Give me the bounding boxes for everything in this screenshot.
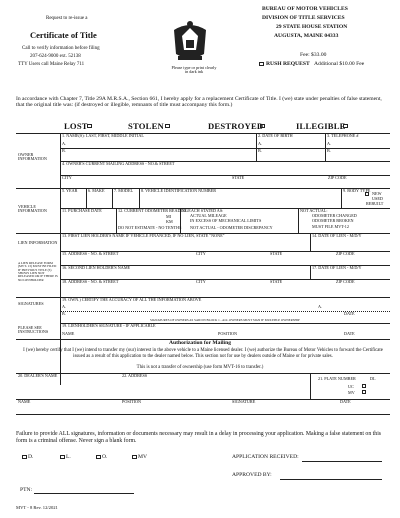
second-lien-address-label: 18. ADDRESS - NO. & STREET [62,279,119,284]
l-checkbox[interactable] [60,455,65,459]
excess-label: IN EXCESS OF MECHANICAL LIMITS [190,218,262,223]
dealer-agent-position-label: POSITION [122,399,142,404]
dealer-name-label: 20. DEALER'S NAME [18,373,58,378]
purchase-date-label: 11. PURCHASE DATE [62,208,102,213]
second-lienholder-label: 16. SECOND LIEN HOLDER'S NAME [62,265,131,270]
dealer-agent-name-label: NAME [18,399,31,404]
body-type-label: 9. BODY TYPE [343,188,371,193]
owner-a-label: A. [62,141,67,146]
owner-section-label: OWNER INFORMATION [18,152,47,162]
uc-label: UC [348,384,354,389]
state-seal-icon [172,18,208,62]
application-received-label: APPLICATION RECEIVED: [232,454,299,460]
mv-checkbox[interactable] [362,390,366,394]
all-owners-note: SIGNATURES OF OWNERS AS SAID IN BLOCK 1 - ALL OWNERS MUST SIGN IF MULTIPLE OWNERSHIP [150,318,300,322]
km-label: KM [166,219,173,224]
stated-as-label: 13. EACH STATED AS: [182,208,224,213]
dealer-date-label: DATE [340,399,351,404]
owner-city-label: CITY [62,175,72,180]
status-illegible: ILLEGIBLE [296,121,346,131]
second-lien-date-label: 17. DATE OF LIEN - M/D/Y [312,265,362,270]
make-label: 6. MAKE [88,188,105,193]
first-lien-state-label: STATE [270,251,283,256]
new-checkbox[interactable] [365,192,369,196]
actual-mileage-label: ACTUAL MILEAGE [190,213,227,218]
false-statement-warning: Failure to provide ALL signatures, information or documents necessary may result in a delay in processing your application. Making a false statement on this form is a criminal offense. Never sign a blank form. [16,431,382,444]
sig-a-label: A. [62,304,67,309]
owner-address-label: 4. OWNER'S CURRENT MAILING ADDRESS - NO.& STREET [62,161,175,166]
lien-note: A LIEN RELEASE FORM (MVT- 13) MUST BE FILED IF PREVIOUS TITLE (S) SHOWS LIEN NOT RELEASED OR IF THERE IS NO LIENHOLDER [18,261,58,282]
second-lien-zip-label: ZIP CODE [336,279,355,284]
signatures-section-label: SIGNATURES [18,301,44,306]
not-actual-header: NOT ACTUAL: [300,208,328,213]
form-id: MVT - 8 Rev. 12/2021 [16,505,58,510]
agency-city: AUGUSTA, MAINE 04333 [274,33,339,39]
lienholder-name-label: NAME [62,331,75,336]
sig-date-label: DATE [344,311,355,316]
sig-b-label: B. [62,311,66,316]
o-checkbox[interactable] [96,455,101,459]
division-name: DIVISION OF TITLE SERVICES [262,15,345,21]
dob-b-label: B. [258,148,262,153]
mvt12-label: MUST FILE MVT-12 [312,224,349,229]
illegible-checkbox[interactable] [343,124,348,128]
intro-text: In accordance with Chapter 7, Title 29A M.R.S.A., Section 661, I hereby apply for a replacement Certificate of Title. I (we) state under penalties of false statement, that the original title was: (if destroyed or illegible, remnants of title must accompany this form.) [16,96,382,109]
mailing-text: I (we) hereby certify that I (we) intend to transfer my (our) interest in the above vehicle to a Maine licensed dealer. I (we) authorize the Bureau of Motor Vehicles to forward the Certificate issued as a result of this application to the dealer named below. This section not for use by dealers outside of Maine or for private sales. [23,348,383,359]
agency-address: 29 STATE HOUSE STATION [276,24,348,30]
ptn-label: PTN: [20,487,33,493]
mv-footer-checkbox[interactable] [132,455,137,459]
vehicle-section-label: VEHICLE INFORMATION [18,204,47,214]
lienholder-signature-label: 19. LIENHOLDER'S SIGNATURE - IF APPLICABLE [62,323,156,328]
owner-certify-label: 19. OWN.) CERTIFY THE ACCURACY OF ALL THE INFORMATION ABOVE [62,297,202,302]
dl-label: DL [370,376,376,381]
mi-label: MI [166,214,172,219]
mailing-heading: Authorization for Mailing [168,340,232,346]
first-lienholder-label: 13. FIRST LIEN HOLDER'S NAME IF VEHICLE FINANCED, IF NO LIEN, STATE "NONE" [62,233,225,238]
odometer-label: 12. CURRENT ODOMETER READING [118,208,188,213]
dob-a-label: A. [258,141,263,146]
form-title: Certificate of Title [30,30,97,40]
not-actual-label: NOT ACTUAL - ODOMETER DISCREPANCY [190,225,273,230]
d-checkbox[interactable] [22,455,27,459]
destroyed-checkbox[interactable] [260,124,265,128]
l-label: L. [66,454,71,460]
o-label: O. [102,454,108,460]
mailing-text-2: This is not a transfer of ownership (use form MVT-16 to transfer.) [136,365,264,370]
phone-number: 207-624-9000 ext. 52138 [30,54,81,59]
request-line: Request to re-issue a [46,16,88,21]
first-lien-city-label: CITY [196,251,206,256]
year-label: 5. YEAR [62,188,78,193]
second-lien-state-label: STATE [270,279,283,284]
lienholder-date-label: DATE [344,331,355,336]
tty-line: TTY Users call Maine Relay 711 [18,62,85,67]
second-lien-city-label: CITY [196,279,206,284]
sig-date-a-label: A. [318,304,323,309]
telephone-label: 3. TELEPHONE # [327,133,359,138]
owner-zip-label: ZIP CODE [328,175,347,180]
uc-checkbox[interactable] [362,384,366,388]
first-lien-address-label: 15. ADDRESS - NO. & STREET [62,251,119,256]
rush-fee: Additional $10.00 Fee [314,61,365,67]
owner-state-label: STATE [232,175,245,180]
stolen-checkbox[interactable] [165,124,170,128]
call-line: Call to verify information before filing [22,46,100,51]
rush-checkbox[interactable] [259,62,264,66]
rebuilt-label: REBUILT [366,201,384,206]
status-destroyed: DESTROYED [208,121,264,131]
approved-by-label: APPROVED BY: [232,472,272,478]
vin-label: 8. VEHICLE IDENTIFICATION NUMBER [141,188,217,193]
new-label: NEW [372,191,382,196]
plate-number-label: 21. PLATE NUMBER [318,376,356,381]
instructions-label: PLEASE SEE INSTRUCTIONS [18,325,49,335]
status-stolen: STOLEN [128,121,164,131]
odometer-changed-label: ODOMETER CHANGED [312,213,357,218]
owner-b-label: B. [62,148,66,153]
model-label: 7. MODEL [114,188,134,193]
status-lost: LOST [64,121,88,131]
tel-b-label: B. [327,148,331,153]
fee: Fee: $33.00 [300,52,327,58]
mv-label: MV [348,390,355,395]
print-note: Please type or print clearly in dark ink [171,65,217,75]
dealer-address-label: 22. ADDRESS [122,373,148,378]
first-lien-date-label: 14. DATE OF LIEN - M/D/Y [312,233,362,238]
dealer-signature-label: SIGNATURE [232,399,256,404]
lien-section-label: LIEN INFORMATION [18,240,58,245]
d-label: D. [28,454,34,460]
tel-a-label: A. [327,141,332,146]
lost-checkbox[interactable] [87,124,92,128]
rush-label: RUSH REQUEST [266,61,310,67]
dob-label: 2. DATE OF BIRTH [258,133,293,138]
no-tenths-label: DO NOT ESTIMATE - NO TENTHS [118,225,182,230]
used-label: USED [372,196,383,201]
odometer-broken-label: ODOMETER BROKEN [312,218,354,223]
agency-name: BUREAU OF MOTOR VEHICLES [262,6,348,12]
first-lien-zip-label: ZIP CODE [336,251,355,256]
owner-name-label: 1. NAME(S): LAST, FIRST, MIDDLE INITIAL [62,133,144,138]
mv-footer-label: MV [138,454,148,460]
lienholder-position-label: POSITION [218,331,238,336]
